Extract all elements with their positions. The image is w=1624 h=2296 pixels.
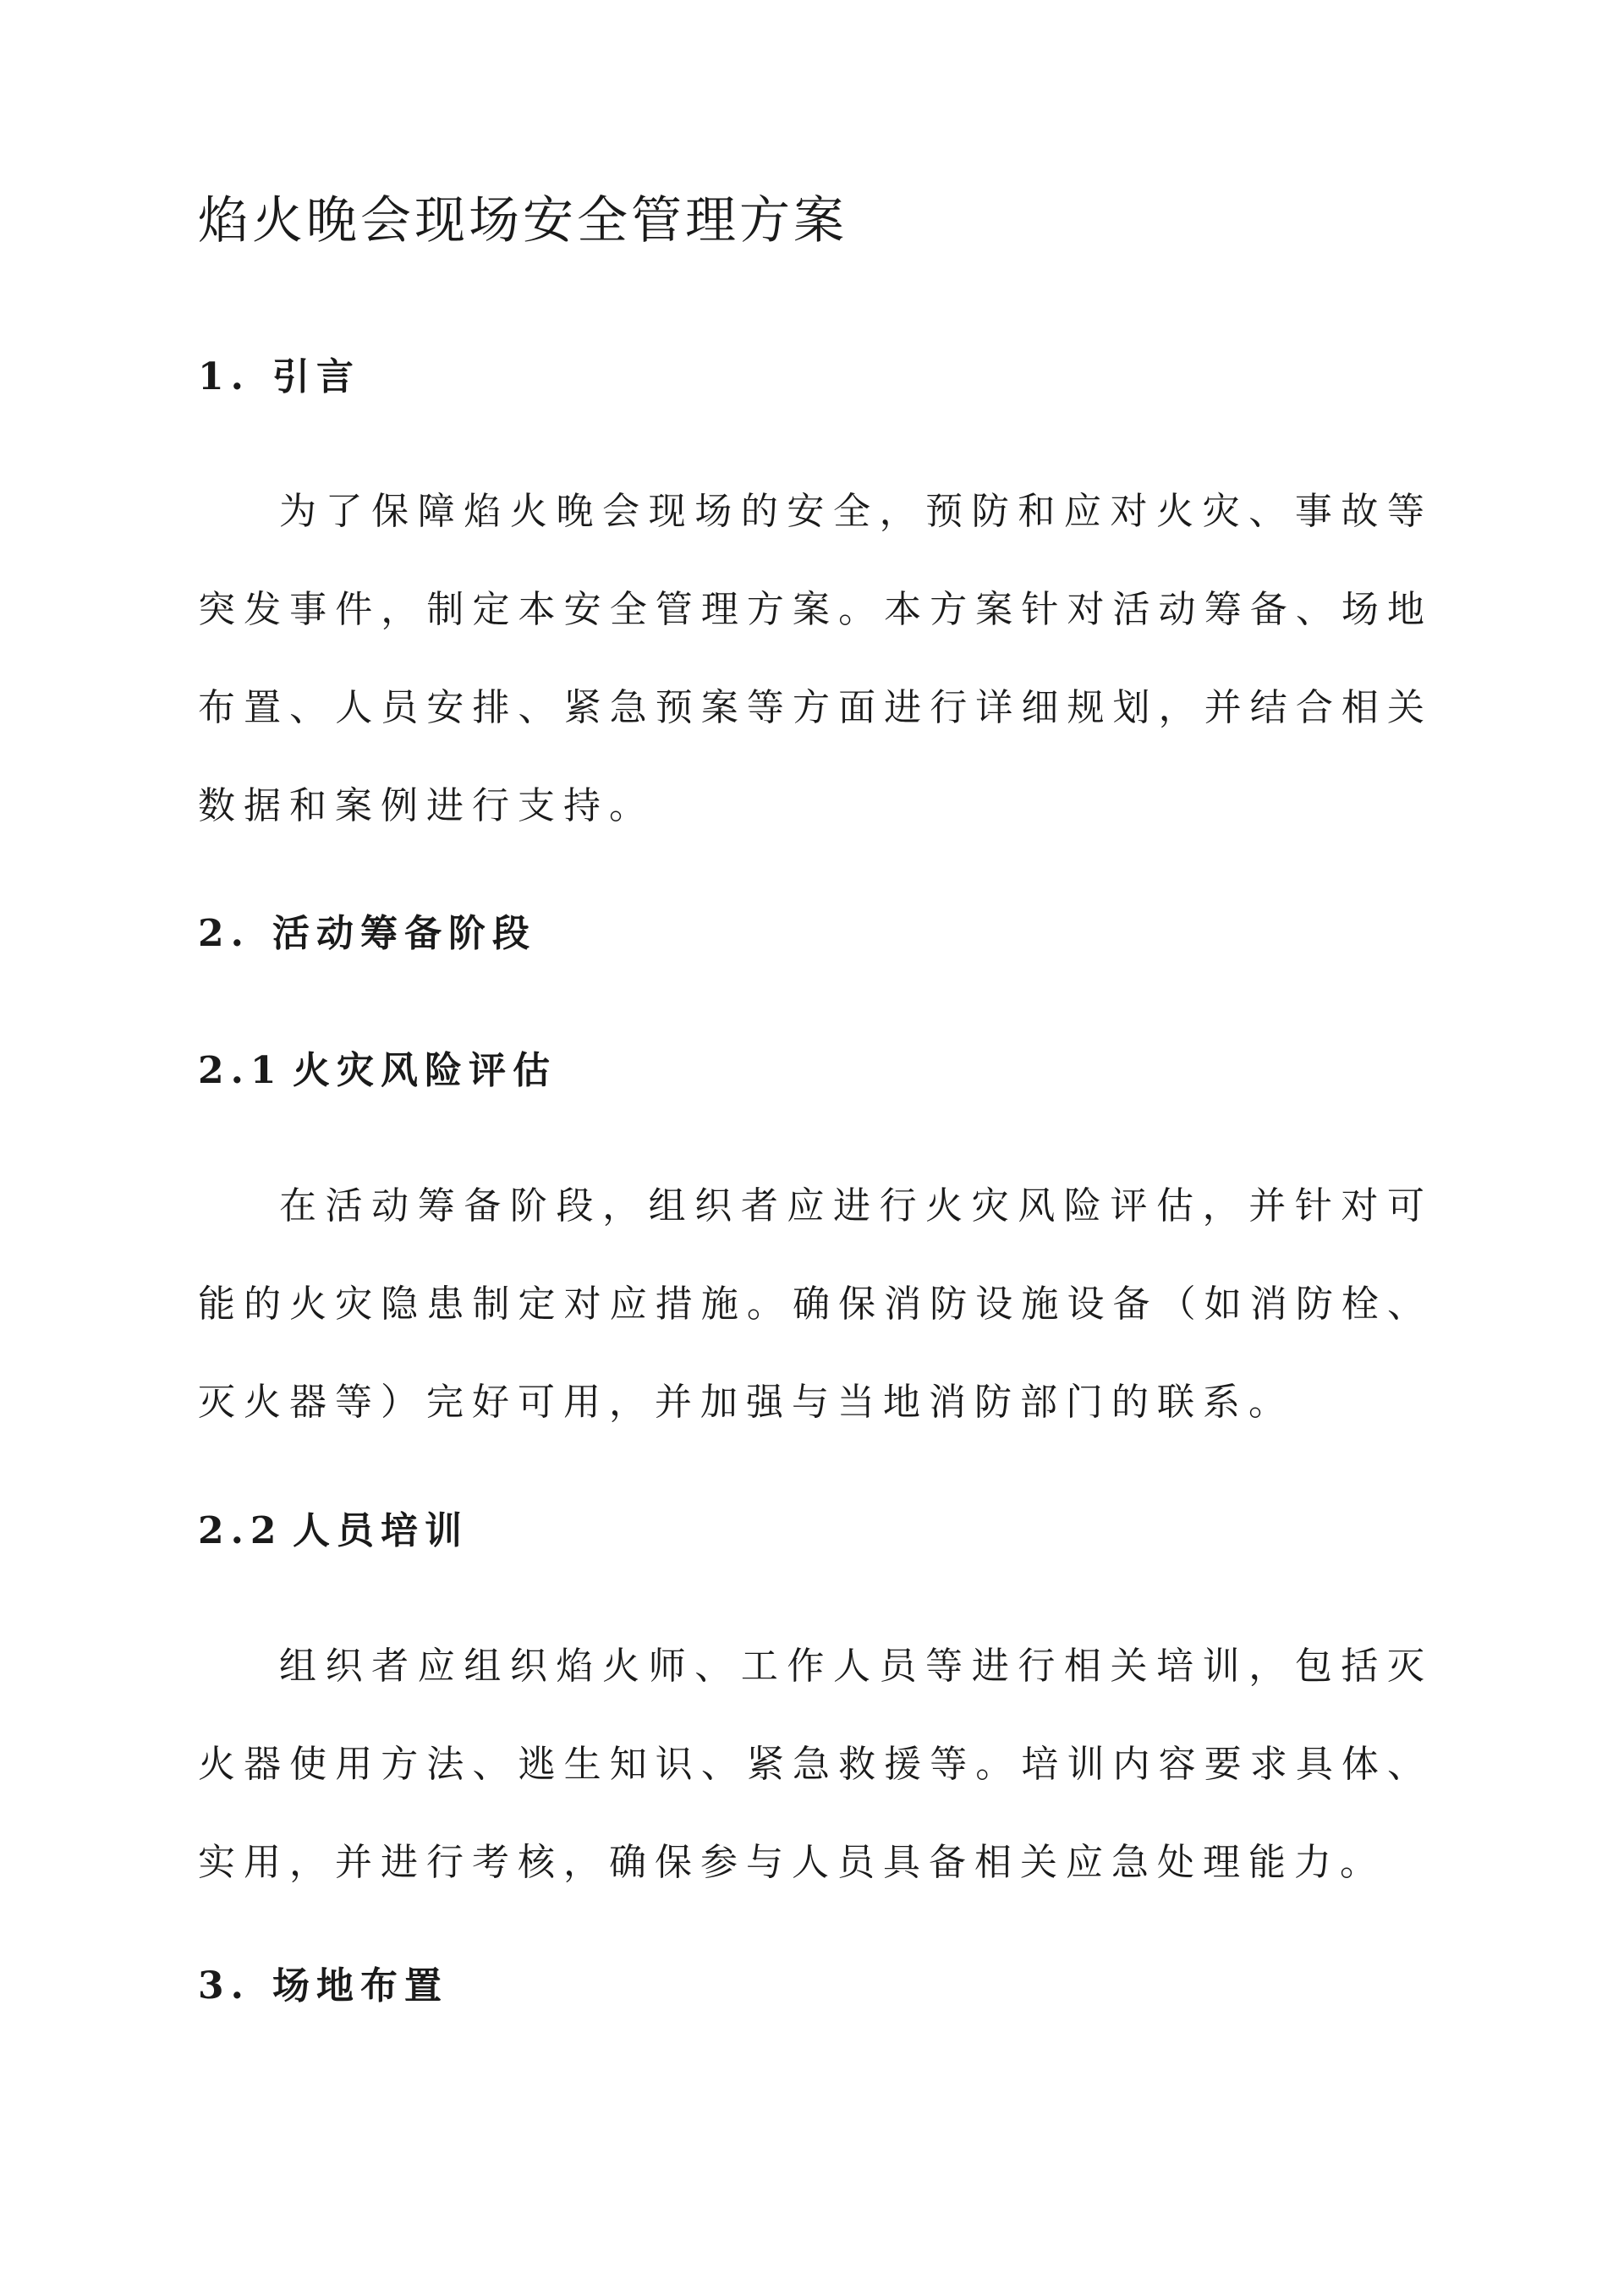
section-heading-training (198, 1509, 469, 1554)
section-title: 场地布置 (272, 1964, 448, 2008)
section-number: 1. (198, 355, 250, 398)
section-number: 2.2 (198, 1509, 283, 1552)
section-paragraph-fire-risk: 在活动筹备阶段，组织者应进行火灾风险评估，并针对可能的火灾隐患制定对应措施。确保消防设施设备（如消防栓、灭火器等）完好可用，并加强与当地消防部门的联系。 (198, 1184, 1433, 1424)
section-number: 2.1 (198, 1049, 283, 1092)
section-heading-preparation (198, 912, 536, 957)
section-paragraph-introduction: 为了保障焰火晚会现场的安全，预防和应对火灾、事故等突发事件，制定本安全管理方案。本方案针对活动筹备、场地布置、人员安排、紧急预案等方面进行详细规划，并结合相关数据和案例进行支持。 (198, 490, 1433, 827)
section-heading-fire-risk (198, 1049, 557, 1094)
section-heading-venue (198, 1964, 448, 2009)
section-number: 3. (198, 1964, 250, 2008)
section-title: 人员培训 (293, 1509, 469, 1552)
section-number: 2. (198, 912, 250, 955)
section-title: 活动筹备阶段 (272, 912, 536, 955)
section-title: 火灾风险评估 (293, 1049, 557, 1092)
document-title: 焰火晚会现场安全管理方案 (198, 191, 848, 250)
section-paragraph-training: 组织者应组织焰火师、工作人员等进行相关培训，包括灭火器使用方法、逃生知识、紧急救援等。培训内容要求具体、实用，并进行考核，确保参与人员具备相关应急处理能力。 (198, 1645, 1433, 1884)
section-title: 引言 (272, 355, 360, 398)
section-heading-introduction (198, 355, 360, 400)
